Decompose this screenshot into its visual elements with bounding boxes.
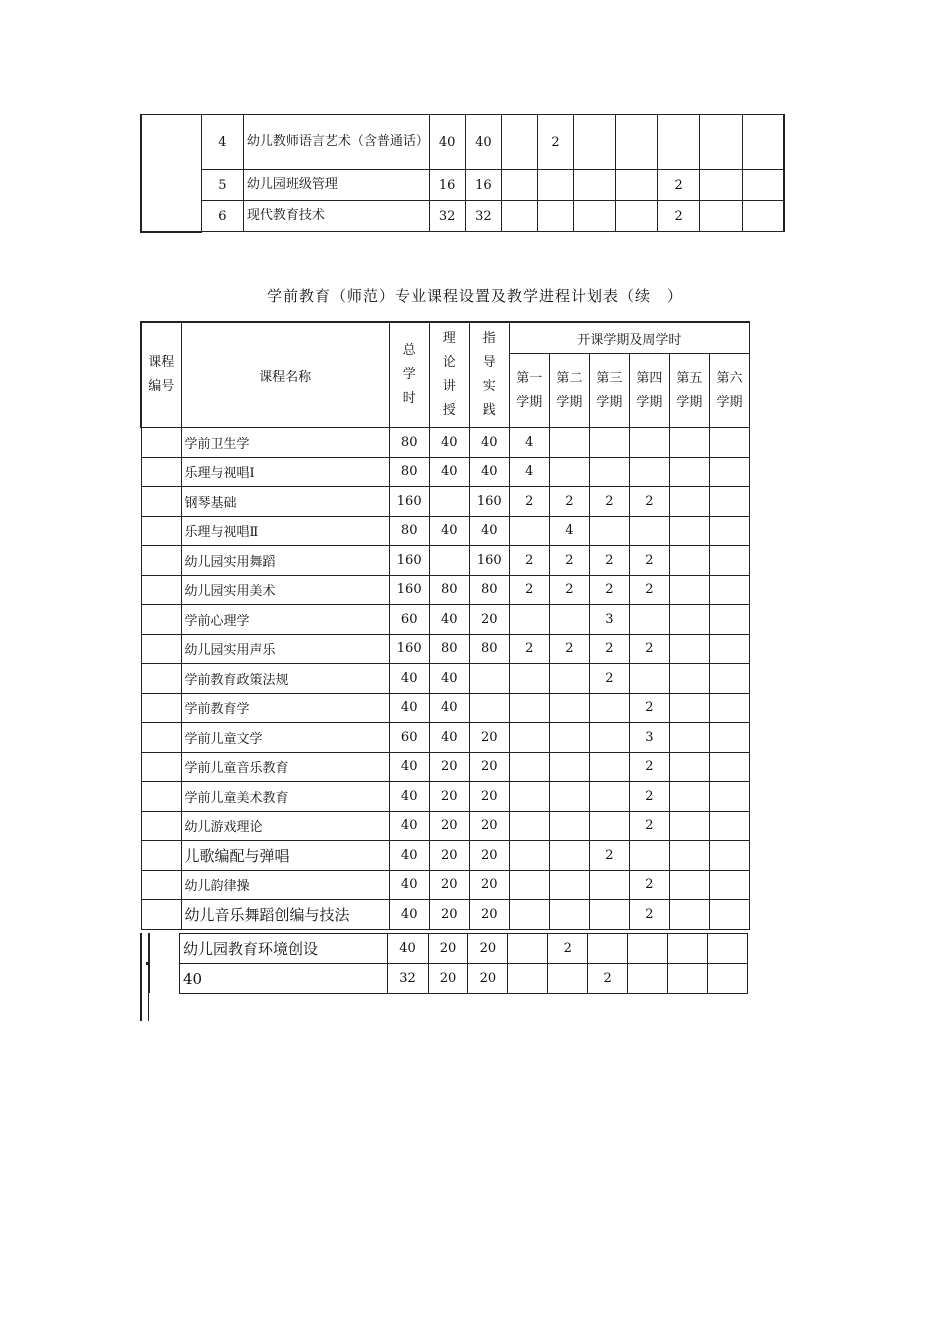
course-name: 钢琴基础 [181,487,389,517]
semester-5-hours [669,900,709,930]
practice-hours: 40 [469,457,509,487]
semester-5-hours [669,428,709,458]
semester-6-hours [709,546,749,576]
semester-4-hours [628,934,668,964]
theory-hours: 40 [429,428,469,458]
semester-3-hours [589,516,629,546]
total-hours: 80 [389,516,429,546]
header-theory: 理论讲授 [429,322,469,428]
course-name: 学前儿童美术教育 [181,782,389,812]
semester-3-hours [588,934,628,964]
total-hours: 32 [429,201,465,232]
semester-5-hours [669,811,709,841]
course-code [141,516,181,546]
total-hours: 40 [389,811,429,841]
semester-6-hours [709,841,749,871]
semester-4-hours: 2 [629,575,669,605]
theory-hours: 16 [465,170,502,201]
header-semester-6 [709,354,749,428]
practice-hours [502,115,538,170]
table-row [141,546,750,576]
table-row [141,900,750,930]
theory-hours: 20 [429,870,469,900]
semester-3-hours: 2 [588,964,628,994]
semester-2-hours [549,693,589,723]
header-practice: 指导实践 [469,322,509,428]
semester-4-hours: 3 [629,723,669,753]
practice-hours: 20 [469,752,509,782]
semester-4-hours: 2 [629,693,669,723]
practice-hours [469,664,509,694]
semester-5-hours [669,605,709,635]
semester-2-hours [549,811,589,841]
semester-3-hours: 2 [589,575,629,605]
total-hours: 160 [389,487,429,517]
header-semester-1 [509,354,549,428]
header-semester-group: 开课学期及周学时 [509,322,749,354]
course-index: 5 [202,170,244,201]
semester-1-hours: 2 [538,115,574,170]
table-row [141,605,750,635]
semester-4-hours: 2 [629,546,669,576]
course-name: 乐理与视唱Ⅰ [181,457,389,487]
tail-left-bar [140,933,149,1021]
semester-1-hours [508,934,548,964]
course-name: 儿歌编配与弹唱 [181,841,389,871]
semester-3-hours [589,811,629,841]
header-semester-3 [589,354,629,428]
table-row [141,457,750,487]
table-row [141,575,750,605]
semester-5-hours [669,516,709,546]
semester-2-hours [549,841,589,871]
practice-hours: 160 [469,487,509,517]
course-code [141,457,181,487]
semester-3-hours: 2 [589,546,629,576]
semester-1-hours: 2 [509,546,549,576]
semester-4-hours: 2 [629,782,669,812]
page-title: 学前教育（师范）专业课程设置及教学进程计划表（续 ） [266,287,683,305]
semester-3-hours: 2 [589,487,629,517]
course-index: 6 [202,201,244,232]
course-code [141,841,181,871]
course-code [141,900,181,930]
semester-5-hours [669,575,709,605]
table-row [141,841,750,871]
table-row [180,964,748,994]
theory-hours: 80 [429,575,469,605]
table-row [141,428,750,458]
practice-hours: 20 [468,964,508,994]
semester-1-hours [509,900,549,930]
theory-hours: 40 [429,723,469,753]
semester-5-hours [669,723,709,753]
semester-6-hours [709,693,749,723]
main-table-body [141,428,750,930]
semester-4-hours [629,841,669,871]
semester-2-hours [549,605,589,635]
course-name: 幼儿园实用舞蹈 [181,546,389,576]
semester-1-hours [509,693,549,723]
total-hours: 40 [389,693,429,723]
course-code [141,811,181,841]
semester-1-hours: 2 [509,575,549,605]
practice-hours: 20 [469,870,509,900]
header-semester-5 [669,354,709,428]
theory-hours: 20 [429,900,469,930]
semester-2-hours [549,428,589,458]
semester-1-hours [509,811,549,841]
semester-2-hours [573,115,615,170]
total-hours: 60 [389,605,429,635]
semester-4-hours: 2 [629,487,669,517]
course-code [141,752,181,782]
top-table-row [141,170,784,201]
header-semester-2 [549,354,589,428]
course-code [141,487,181,517]
total-hours: 60 [389,723,429,753]
semester-5-hours [668,964,708,994]
semester-1-hours: 4 [509,457,549,487]
semester-2-hours [573,170,615,201]
total-hours: 32 [387,964,428,994]
top-course-table [140,114,785,233]
total-hours: 40 [387,934,428,964]
header-semester-label: 第四学期 [636,370,663,410]
semester-2-hours [549,664,589,694]
semester-1-hours: 2 [509,634,549,664]
semester-5-hours [669,487,709,517]
semester-4-hours [629,605,669,635]
semester-4-hours: 2 [629,811,669,841]
semester-4-hours [629,428,669,458]
semester-6-hours [709,457,749,487]
semester-2-hours: 2 [549,487,589,517]
course-code [141,605,181,635]
semester-1-hours [509,870,549,900]
semester-1-hours: 2 [509,487,549,517]
tail-course-table [179,933,748,994]
semester-5-hours [669,457,709,487]
semester-2-hours [549,723,589,753]
course-name: 学前教育学 [181,693,389,723]
semester-1-hours [509,605,549,635]
practice-hours: 20 [469,605,509,635]
semester-6-hours [742,170,784,201]
semester-3-hours: 2 [589,634,629,664]
course-name: 幼儿园教育环境创设 [180,934,388,964]
practice-hours: 40 [469,428,509,458]
semester-5-hours [700,170,743,201]
semester-2-hours [548,964,588,994]
semester-1-hours [538,201,574,232]
practice-hours: 20 [468,934,508,964]
semester-3-hours [615,201,658,232]
semester-4-hours [629,664,669,694]
semester-6-hours [709,811,749,841]
header-course-name: 课程名称 [181,322,389,428]
theory-hours [429,546,469,576]
semester-5-hours [669,546,709,576]
semester-5-hours [669,693,709,723]
semester-3-hours [589,723,629,753]
table-row [180,934,748,964]
total-hours: 40 [389,900,429,930]
total-hours: 40 [389,664,429,694]
theory-hours: 20 [428,934,468,964]
course-code [141,664,181,694]
semester-6-hours [709,900,749,930]
practice-hours: 20 [469,782,509,812]
course-code [141,634,181,664]
semester-2-hours: 4 [549,516,589,546]
course-name: 学前卫生学 [181,428,389,458]
semester-6-hours [709,575,749,605]
theory-hours: 20 [428,964,468,994]
semester-2-hours: 2 [548,934,588,964]
semester-5-hours [700,201,743,232]
course-code [141,693,181,723]
course-code [141,546,181,576]
semester-1-hours [509,516,549,546]
semester-1-hours: 4 [509,428,549,458]
total-hours: 40 [429,115,465,170]
semester-1-hours [538,170,574,201]
semester-4-hours: 2 [658,170,700,201]
theory-hours [429,487,469,517]
course-code [141,782,181,812]
semester-6-hours [709,782,749,812]
header-total-hours: 总学时 [389,322,429,428]
semester-2-hours [549,870,589,900]
table-row [141,693,750,723]
total-hours: 16 [429,170,465,201]
table-row [141,723,750,753]
header-semester-label: 第六学期 [716,370,743,410]
course-code [141,575,181,605]
total-hours: 80 [389,457,429,487]
theory-hours: 80 [429,634,469,664]
table-row [141,664,750,694]
semester-1-hours [509,664,549,694]
practice-hours: 160 [469,546,509,576]
semester-1-hours [509,841,549,871]
semester-3-hours [589,428,629,458]
semester-3-hours [589,752,629,782]
semester-6-hours [709,516,749,546]
semester-5-hours [669,782,709,812]
semester-6-hours [709,664,749,694]
semester-2-hours [549,457,589,487]
theory-hours: 40 [429,605,469,635]
course-name: 幼儿韵律操 [181,870,389,900]
semester-2-hours: 2 [549,546,589,576]
course-code [141,870,181,900]
total-hours: 160 [389,575,429,605]
semester-6-hours [709,752,749,782]
semester-3-hours [615,170,658,201]
tail-dot [146,962,149,965]
theory-hours: 32 [465,201,502,232]
course-code [141,428,181,458]
header-semester-label: 第五学期 [676,370,703,410]
semester-4-hours: 2 [629,870,669,900]
semester-6-hours [709,723,749,753]
course-name: 现代教育技术 [243,201,429,232]
semester-4-hours [628,964,668,994]
total-hours: 160 [389,634,429,664]
theory-hours: 20 [429,782,469,812]
practice-hours: 20 [469,900,509,930]
course-plan-table [140,321,750,930]
theory-hours: 20 [429,811,469,841]
theory-hours: 20 [429,841,469,871]
theory-hours: 40 [465,115,502,170]
header-semester-label: 第三学期 [596,370,623,410]
semester-3-hours: 2 [589,664,629,694]
semester-3-hours [589,870,629,900]
practice-hours: 20 [469,841,509,871]
semester-1-hours [509,782,549,812]
semester-1-hours [509,752,549,782]
top-table-row [141,115,784,170]
header-semester-label: 第二学期 [556,370,583,410]
total-hours: 40 [389,870,429,900]
semester-6-hours [742,115,784,170]
course-name: 幼儿园实用声乐 [181,634,389,664]
table-row [141,487,750,517]
semester-3-hours [589,457,629,487]
course-name: 学前儿童文学 [181,723,389,753]
semester-5-hours [669,841,709,871]
semester-4-hours: 2 [629,634,669,664]
practice-hours: 20 [469,811,509,841]
header-semester-label: 第一学期 [516,370,543,410]
practice-hours: 20 [469,723,509,753]
course-index: 4 [202,115,244,170]
semester-4-hours [629,516,669,546]
total-hours: 40 [389,782,429,812]
semester-2-hours [573,201,615,232]
semester-4-hours: 2 [658,201,700,232]
total-hours: 40 [389,752,429,782]
practice-hours [469,693,509,723]
course-name: 学前教育政策法规 [181,664,389,694]
semester-2-hours: 2 [549,634,589,664]
header-semester-4 [629,354,669,428]
semester-2-hours [549,782,589,812]
course-name: 40 [180,964,388,994]
semester-2-hours: 2 [549,575,589,605]
course-name: 乐理与视唱Ⅱ [181,516,389,546]
semester-5-hours [700,115,743,170]
semester-3-hours [589,693,629,723]
semester-4-hours [629,457,669,487]
semester-3-hours: 2 [589,841,629,871]
semester-5-hours [669,634,709,664]
semester-1-hours [508,964,548,994]
theory-hours: 20 [429,752,469,782]
top-table-row [141,201,784,232]
table-row [141,811,750,841]
total-hours: 80 [389,428,429,458]
table-row [141,634,750,664]
semester-3-hours [589,782,629,812]
tail-table-body [180,934,748,994]
practice-hours [502,201,538,232]
table-row [141,782,750,812]
theory-hours: 40 [429,457,469,487]
semester-4-hours [658,115,700,170]
semester-5-hours [668,934,708,964]
course-name: 幼儿教师语言艺术（含普通话） [243,115,429,170]
practice-hours: 80 [469,575,509,605]
semester-5-hours [669,664,709,694]
course-name: 幼儿园实用美术 [181,575,389,605]
semester-2-hours [549,752,589,782]
tail-left-line [149,933,150,993]
semester-4-hours: 2 [629,900,669,930]
semester-6-hours [742,201,784,232]
semester-6-hours [709,487,749,517]
course-name: 幼儿游戏理论 [181,811,389,841]
theory-hours: 40 [429,516,469,546]
total-hours: 40 [389,841,429,871]
semester-1-hours [509,723,549,753]
total-hours: 160 [389,546,429,576]
header-course-code: 课程编号 [141,322,181,428]
course-name: 学前心理学 [181,605,389,635]
semester-3-hours [589,900,629,930]
practice-hours: 80 [469,634,509,664]
semester-3-hours: 3 [589,605,629,635]
semester-5-hours [669,870,709,900]
course-name: 幼儿园班级管理 [243,170,429,201]
theory-hours: 40 [429,693,469,723]
semester-5-hours [669,752,709,782]
semester-6-hours [709,634,749,664]
table-row [141,516,750,546]
table-row [141,752,750,782]
top-table-code-cell [141,115,202,232]
semester-6-hours [709,428,749,458]
semester-3-hours [615,115,658,170]
semester-6-hours [709,605,749,635]
semester-6-hours [707,934,747,964]
top-table-body [141,115,784,232]
semester-2-hours [549,900,589,930]
theory-hours: 40 [429,664,469,694]
course-code [141,723,181,753]
practice-hours: 40 [469,516,509,546]
semester-6-hours [709,870,749,900]
semester-4-hours: 2 [629,752,669,782]
course-name: 幼儿音乐舞蹈创编与技法 [181,900,389,930]
semester-6-hours [707,964,747,994]
table-row [141,870,750,900]
course-name: 学前儿童音乐教育 [181,752,389,782]
practice-hours [502,170,538,201]
